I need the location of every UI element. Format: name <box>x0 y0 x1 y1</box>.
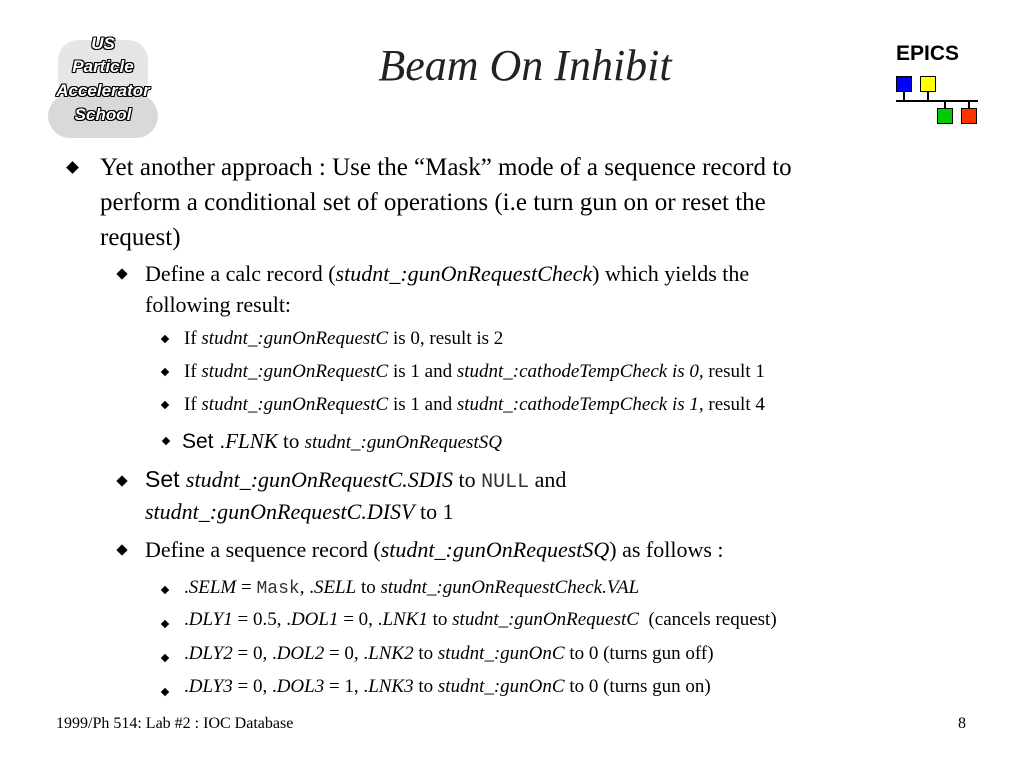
text-span: to <box>277 429 305 453</box>
text-span: . <box>184 609 189 630</box>
record-name: studnt_:gunOnRequestC <box>201 328 389 349</box>
bullet-text <box>184 393 765 417</box>
text-span: Set <box>145 466 186 492</box>
logo-line-particle: Particle <box>72 57 134 76</box>
bullet-text: request) <box>100 224 181 251</box>
epics-yellow-square <box>920 76 936 92</box>
text-span: result 1 <box>703 361 765 382</box>
bullet-diamond-icon <box>161 335 169 343</box>
footer-course-label: 1999/Ph 514: Lab #2 : IOC Database <box>56 715 294 732</box>
epics-blue-square <box>896 76 912 92</box>
text-span: to <box>452 467 482 492</box>
mask-value: Mask <box>256 579 300 599</box>
text-span: to 0 (turns gun off) <box>564 643 714 664</box>
text-span: to <box>413 676 438 697</box>
record-name: studnt_:gunOnRequestSQ <box>380 537 610 562</box>
text-span: = 1, . <box>324 676 369 697</box>
field-name: LNK3 <box>368 676 414 697</box>
text-span: and <box>529 467 567 492</box>
field-name: DLY3 <box>188 676 233 697</box>
bullet-text <box>184 642 714 666</box>
text-span: to 0 (turns gun on) <box>564 676 711 697</box>
bullet-diamond-icon <box>161 368 169 376</box>
text-span: . <box>184 643 189 664</box>
field-name: DLY1 <box>188 609 233 630</box>
text-span: is 0, result is 2 <box>388 328 504 349</box>
bullet-text <box>184 576 639 601</box>
field-name: DOL3 <box>276 676 325 697</box>
slide-title: Beam On Inhibit <box>378 41 672 90</box>
text-span: = 0, . <box>324 643 369 664</box>
epics-bus-line <box>896 100 978 102</box>
epics-connector <box>903 92 905 100</box>
text-span: is 1 and <box>388 394 457 415</box>
record-name: studnt_:gunOnRequestC.DISV <box>145 499 415 524</box>
record-name: studnt_:cathodeTempCheck is 0, <box>456 361 704 382</box>
text-span: = <box>236 577 257 598</box>
field-name: FLNK <box>225 429 278 453</box>
epics-connector <box>927 92 929 100</box>
epics-logo <box>890 42 990 132</box>
bullet-diamond-icon <box>161 586 169 594</box>
record-name: studnt_:gunOnRequestC <box>201 394 389 415</box>
logo-line-accelerator: Accelerator <box>56 81 150 100</box>
record-name: studnt_:gunOnRequestCheck.VAL <box>380 577 640 598</box>
bullet-diamond-icon <box>161 654 169 662</box>
epics-red-square <box>961 108 977 124</box>
bullet-diamond-icon <box>66 161 79 174</box>
text-span: = 0, . <box>338 609 383 630</box>
bullet-text <box>184 675 711 699</box>
field-name: DLY2 <box>188 643 233 664</box>
bullet-diamond-icon <box>162 437 170 445</box>
record-name: studnt_:gunOnRequestSQ <box>304 432 502 453</box>
record-name: studnt_:cathodeTempCheck is 1, <box>456 394 704 415</box>
text-span: (cancels request) <box>638 609 777 630</box>
text-span: = 0, . <box>232 643 277 664</box>
epics-connector <box>968 100 970 108</box>
bullet-diamond-icon <box>161 620 169 628</box>
bullet-text <box>184 608 777 632</box>
record-name: studnt_:gunOnC <box>437 676 565 697</box>
field-name: LNK1 <box>382 609 428 630</box>
bullet-text <box>145 534 724 565</box>
bullet-text <box>184 360 765 384</box>
field-name: SELM <box>188 577 237 598</box>
bullet-text <box>145 496 454 527</box>
bullet-diamond-icon <box>116 475 127 486</box>
text-span: to <box>356 577 381 598</box>
text-span: ) as follows : <box>609 537 724 562</box>
record-name: studnt_:gunOnRequestC <box>201 361 389 382</box>
text-span: . <box>184 676 189 697</box>
bullet-text <box>182 427 502 457</box>
logo-line-us: US <box>91 34 115 53</box>
epics-green-square <box>937 108 953 124</box>
text-span: If <box>184 328 202 349</box>
text-span: ) which yields the <box>592 261 750 286</box>
text-span: = 0.5, . <box>232 609 291 630</box>
logo-line-school: School <box>74 105 132 124</box>
text-span: Set . <box>182 430 226 453</box>
bullet-diamond-icon <box>116 544 127 555</box>
text-span: result 4 <box>703 394 765 415</box>
text-span: is 1 and <box>388 361 457 382</box>
null-value: NULL <box>481 471 530 494</box>
bullet-text: Yet another approach : Use the “Mask” mode of a sequence record to <box>100 154 792 181</box>
text-span: to <box>413 643 438 664</box>
record-name: studnt_:gunOnC <box>437 643 565 664</box>
record-name: studnt_:gunOnRequestC <box>452 609 639 630</box>
text-span: Define a calc record ( <box>145 261 336 286</box>
epics-logo-text: EPICS <box>896 42 960 65</box>
bullet-diamond-icon <box>116 268 127 279</box>
page-number: 8 <box>958 715 966 732</box>
record-name: studnt_:gunOnRequestC.SDIS <box>185 467 453 492</box>
bullet-text <box>145 258 749 289</box>
bullet-text: perform a conditional set of operations (i.e turn gun on or reset the <box>100 189 766 216</box>
text-span: = 0, . <box>232 676 277 697</box>
bullet-diamond-icon <box>161 401 169 409</box>
record-name: studnt_:gunOnRequestCheck <box>335 261 593 286</box>
text-span: to 1 <box>414 499 454 524</box>
text-span: If <box>184 394 202 415</box>
bullet-text <box>145 464 566 498</box>
field-name: LNK2 <box>368 643 414 664</box>
epics-connector <box>944 100 946 108</box>
bullet-text <box>184 327 503 351</box>
field-name: SELL <box>313 577 357 598</box>
text-span: If <box>184 361 202 382</box>
text-span: to <box>427 609 453 630</box>
bullet-diamond-icon <box>161 688 169 696</box>
text-span: . <box>184 577 189 598</box>
text-span: Define a sequence record ( <box>145 537 381 562</box>
text-span: , . <box>299 577 314 598</box>
field-name: DOL2 <box>276 643 325 664</box>
bullet-text: following result: <box>145 292 292 317</box>
field-name: DOL1 <box>290 609 339 630</box>
